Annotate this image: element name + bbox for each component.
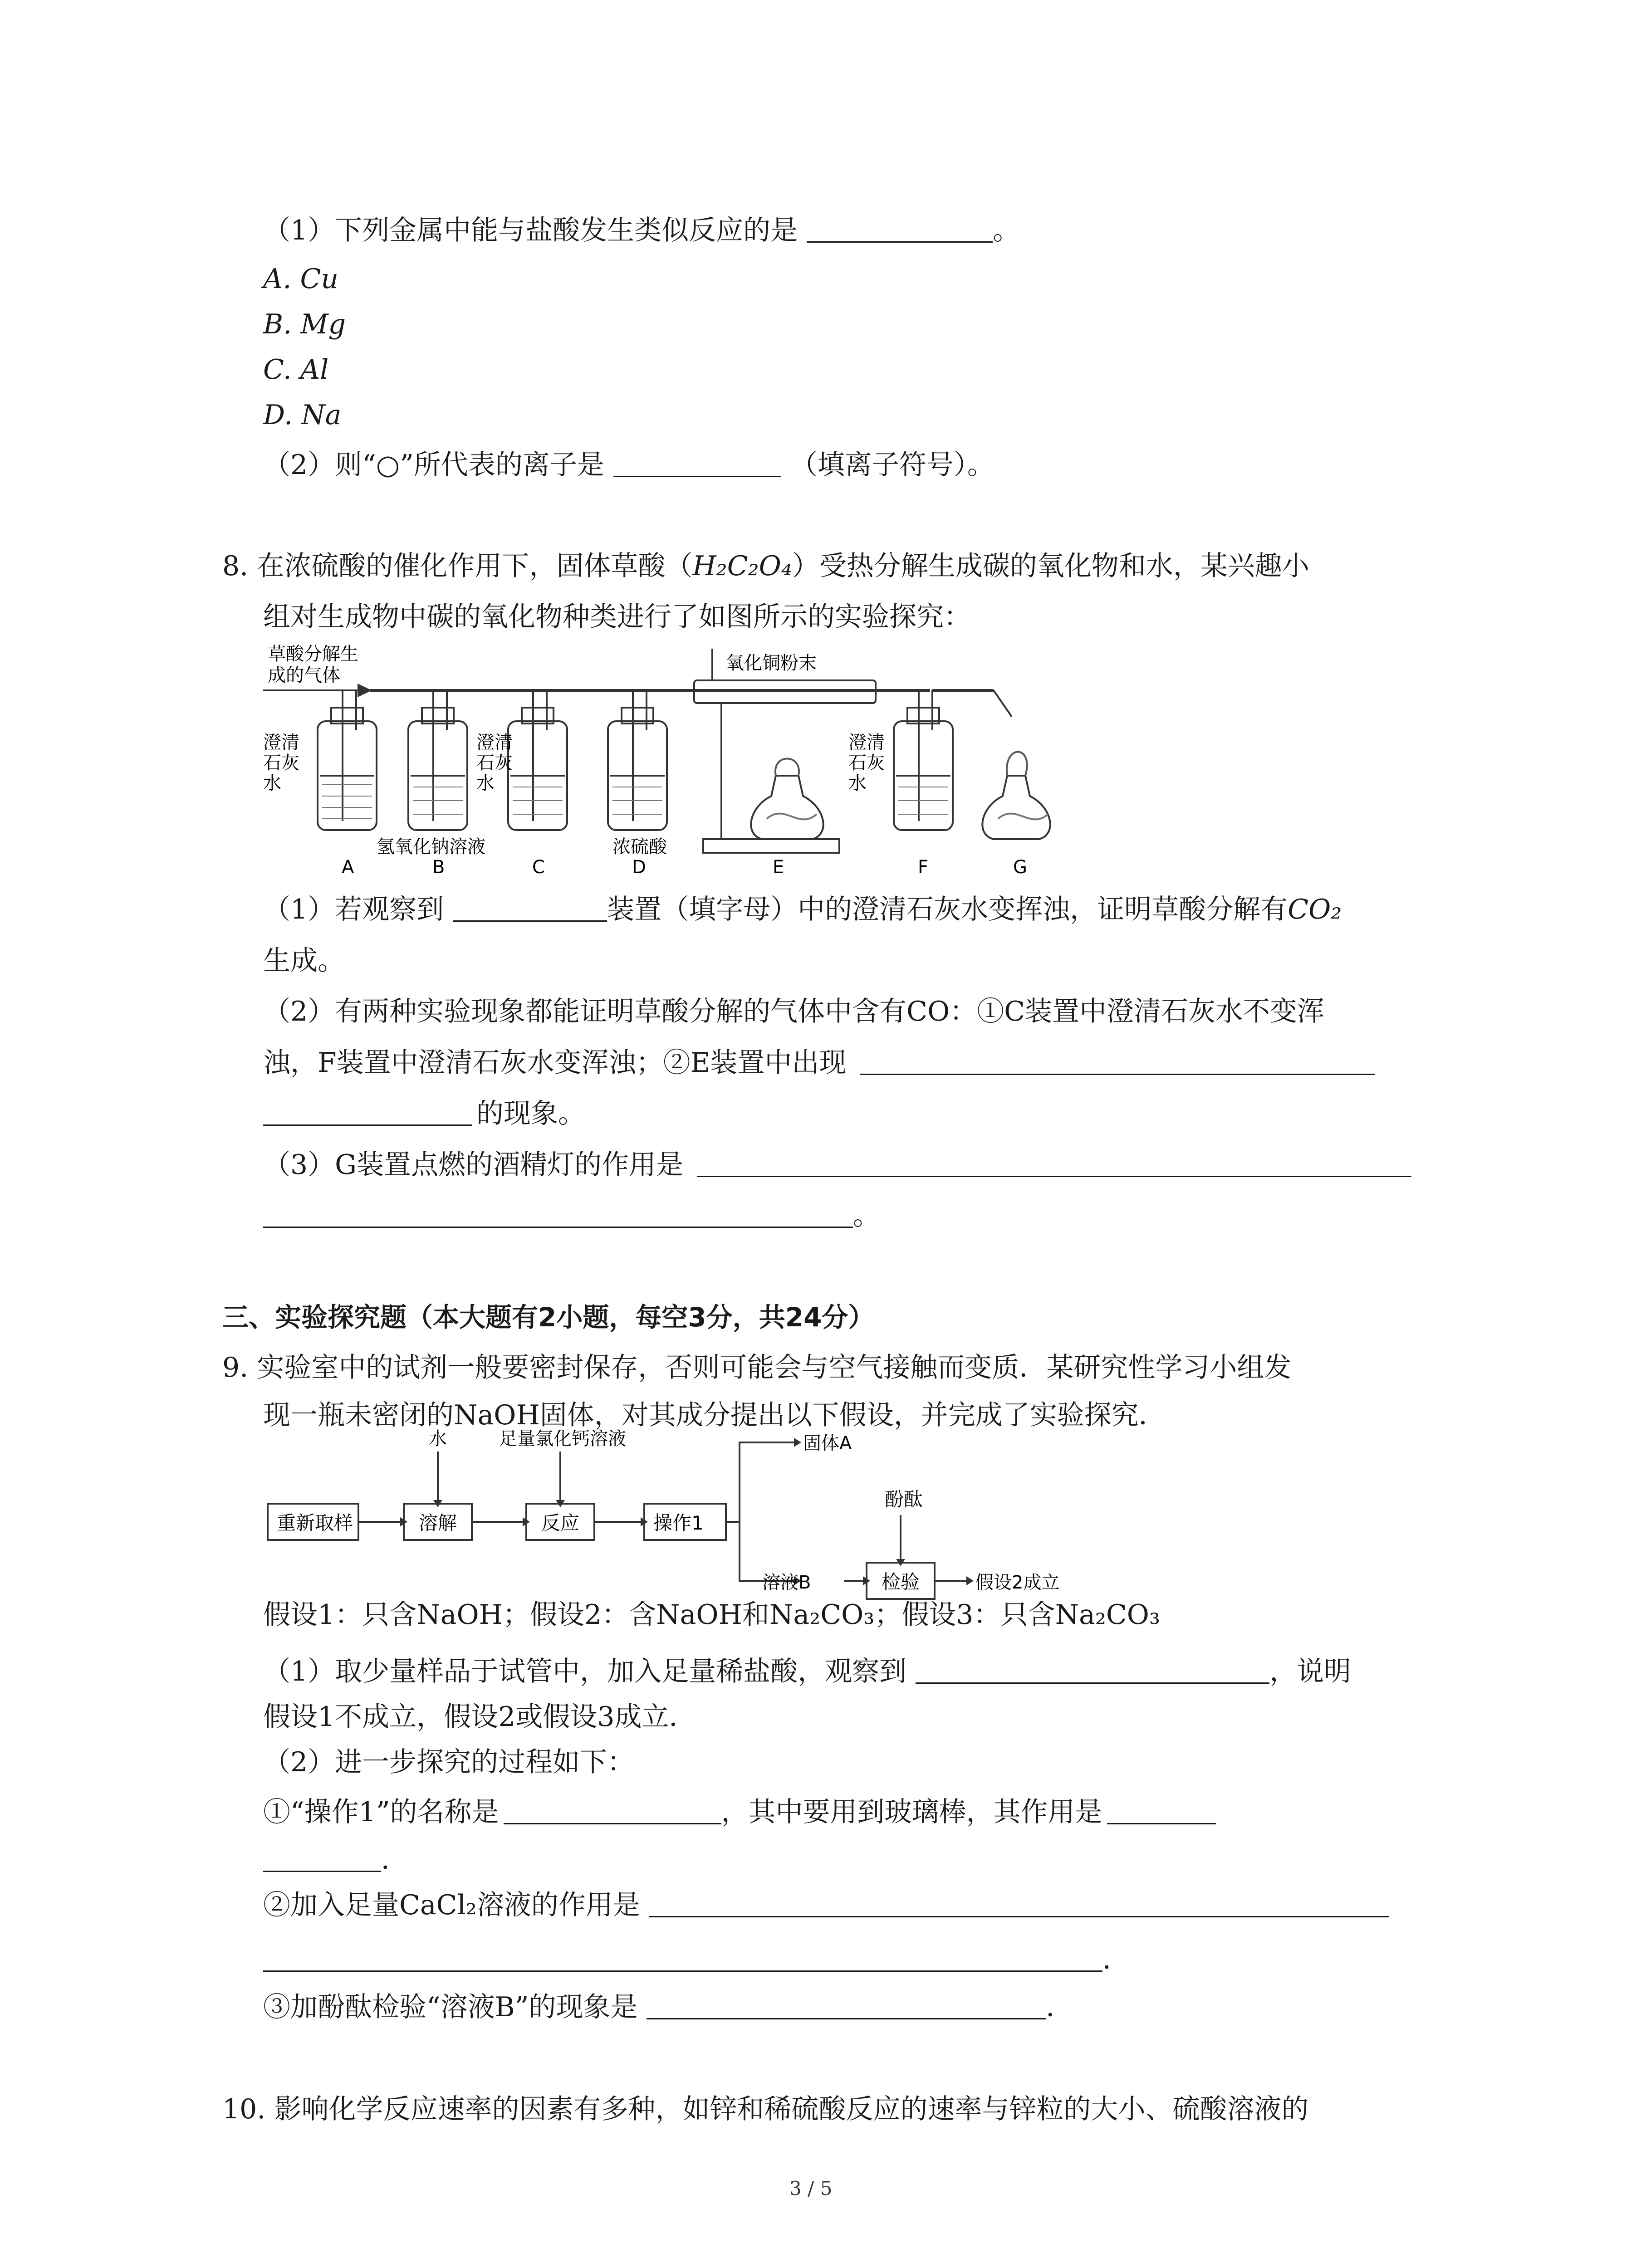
flow-solution-b: 溶液B xyxy=(762,1572,811,1593)
answer-blank[interactable] xyxy=(263,1202,853,1228)
q9-s2-1end: ． xyxy=(381,1844,408,1876)
q7-s2-end: （填离子符号）。 xyxy=(790,449,994,481)
q7-option-d: D. Na xyxy=(263,399,342,431)
q9-s2-1a: ①“操作1”的名称是 xyxy=(263,1796,499,1828)
q8-s2-line2a: 浊，F装置中澄清石灰水变浑浊；②E装置中出现 xyxy=(263,1047,847,1079)
naoh-label: 氢氧化钠溶液 xyxy=(377,836,485,857)
bottle-f xyxy=(894,690,953,830)
flow-box-react: 反应 xyxy=(541,1512,580,1534)
q9-s2-1b: ，其中要用到玻璃棒，其作用是 xyxy=(721,1796,1102,1828)
q8-s3-line2 xyxy=(263,1200,880,1232)
q9-s2-item1 xyxy=(263,1796,1216,1828)
q9-hypothesis: 假设1：只含NaOH；假设2：含NaOH和Na₂CO₃；假设3：只含Na₂CO₃ xyxy=(263,1599,1161,1631)
q9-s2-item3 xyxy=(263,1991,1073,2023)
answer-blank[interactable] xyxy=(647,1994,1046,2019)
bottle-d xyxy=(608,690,667,830)
q8-s2-line2 xyxy=(263,1047,1375,1079)
q8-s1-co2: CO₂ xyxy=(1288,894,1342,925)
answer-blank[interactable] xyxy=(916,1658,1269,1684)
label-a: A xyxy=(342,857,354,875)
q7-option-b: B. Mg xyxy=(263,308,346,340)
label-b: B xyxy=(432,857,445,875)
flow-box-dissolve: 溶解 xyxy=(419,1512,457,1534)
h2so4-label: 浓硫酸 xyxy=(612,836,667,857)
q8-formula: H₂C₂O₄ xyxy=(692,550,792,582)
page-number: 3 / 5 xyxy=(789,2177,833,2200)
answer-blank[interactable] xyxy=(263,1846,381,1872)
lamp-g xyxy=(982,752,1050,840)
answer-blank[interactable] xyxy=(807,217,993,243)
q8-s1-b: 装置（填字母）中的澄清石灰水变挥浊，证明草酸分解有 xyxy=(607,894,1288,925)
q9-s2-item1-line2 xyxy=(263,1844,408,1876)
q7-option-c: C. Al xyxy=(263,354,329,386)
q10-intro-line1: 10. 影响化学反应速率的因素有多种，如锌和稀硫酸反应的速率与锌粒的大小、硫酸溶液的 xyxy=(222,2093,1309,2125)
limewater-f-3: 水 xyxy=(848,773,867,794)
q9-intro-line2: 现一瓶未密闭的NaOH固体，对其成分提出以下假设，并完成了实验探究． xyxy=(263,1399,1166,1431)
q9-s1-b: ，说明 xyxy=(1269,1656,1352,1687)
label-d: D xyxy=(632,857,646,875)
answer-blank[interactable] xyxy=(860,1049,1375,1075)
gas-label-2: 成的气体 xyxy=(268,665,340,686)
q9-s2-2end: ． xyxy=(1102,1944,1130,1975)
label-e: E xyxy=(773,857,784,875)
q9-s1-line2: 假设1不成立，假设2或假设3成立． xyxy=(263,1701,696,1733)
limewater-a-2: 石灰 xyxy=(263,753,299,773)
gas-label-1: 草酸分解生 xyxy=(268,644,358,665)
q9-flowchart xyxy=(259,1424,1089,1610)
q7-option-a: A. Cu xyxy=(263,263,339,295)
q8-s1-a: （1）若观察到 xyxy=(263,894,444,925)
q8-intro-a: 8. 在浓硫酸的催化作用下，固体草酸（ xyxy=(222,550,693,582)
q8-intro-line2: 组对生成物中碳的氧化物种类进行了如图所示的实验探究： xyxy=(263,601,971,633)
section-heading: 三、实验探究题（本大题有2小题，每空3分，共24分） xyxy=(222,1302,875,1333)
q8-apparatus-diagram xyxy=(254,640,1084,875)
q8-s2-line3b: 的现象。 xyxy=(476,1098,585,1129)
q8-intro-b: ）受热分解生成碳的氧化物和水，某兴趣小 xyxy=(792,550,1309,582)
limewater-c-3: 水 xyxy=(476,773,495,794)
q8-s3-a: （3）G装置点燃的酒精灯的作用是 xyxy=(263,1149,684,1181)
flow-box-resample: 重新取样 xyxy=(277,1512,353,1534)
q8-s1-line2: 生成。 xyxy=(263,945,345,977)
q8-s3-end: 。 xyxy=(853,1200,880,1232)
q8-s2-line3 xyxy=(263,1100,585,1127)
q9-subquestion-1 xyxy=(263,1658,1351,1685)
answer-blank[interactable] xyxy=(697,1151,1411,1177)
flow-box-operation1: 操作1 xyxy=(653,1512,704,1534)
flow-solid-a: 固体A xyxy=(803,1433,852,1454)
flow-water: 水 xyxy=(429,1428,447,1449)
cuo-label: 氧化铜粉末 xyxy=(726,653,817,674)
q9-s1-a: （1）取少量样品于试管中，加入足量稀盐酸，观察到 xyxy=(263,1656,907,1687)
q9-s2-3a: ③加酚酞检验“溶液B”的现象是 xyxy=(263,1991,638,2023)
limewater-c-2: 石灰 xyxy=(476,753,513,773)
q9-intro-line1: 9. 实验室中的试剂一般要密封保存，否则可能会与空气接触而变质．某研究性学习小组发 xyxy=(222,1352,1292,1383)
limewater-f-2: 石灰 xyxy=(848,753,885,773)
q9-subquestion-2: （2）进一步探究的过程如下： xyxy=(263,1746,635,1778)
label-f: F xyxy=(918,857,929,875)
limewater-f-1: 澄清 xyxy=(848,732,885,753)
q7-s2-text: （2）则“○”所代表的离子是 xyxy=(263,449,604,481)
answer-blank[interactable] xyxy=(453,896,607,922)
flow-result: 假设2成立 xyxy=(975,1572,1060,1593)
q7-s1-text: （1）下列金属中能与盐酸发生类似反应的是 xyxy=(263,215,798,246)
q8-subquestion-3 xyxy=(263,1149,1411,1181)
answer-blank[interactable] xyxy=(504,1799,721,1824)
answer-blank[interactable] xyxy=(1107,1799,1216,1824)
bottle-c xyxy=(508,690,567,830)
limewater-a-1: 澄清 xyxy=(263,732,299,753)
q7-subquestion-2 xyxy=(263,451,994,479)
q9-s2-item2 xyxy=(263,1889,1389,1921)
answer-blank[interactable] xyxy=(263,1946,1102,1972)
q8-s2-line1: （2）有两种实验现象都能证明草酸分解的气体中含有CO：①C装置中澄清石灰水不变浑 xyxy=(263,996,1325,1027)
flow-box-test: 检验 xyxy=(882,1571,920,1593)
answer-blank[interactable] xyxy=(649,1892,1389,1917)
bottle-b xyxy=(408,690,467,830)
q8-intro-line1 xyxy=(222,552,1309,580)
answer-blank[interactable] xyxy=(613,451,781,477)
limewater-a-3: 水 xyxy=(263,773,281,794)
limewater-c-1: 澄清 xyxy=(476,732,513,753)
answer-blank[interactable] xyxy=(263,1100,472,1126)
label-c: C xyxy=(532,857,545,875)
q7-s1-end: 。 xyxy=(993,215,1020,246)
flow-cacl2: 足量氯化钙溶液 xyxy=(499,1428,626,1449)
label-g: G xyxy=(1013,857,1027,875)
q9-s2-item2-line2 xyxy=(263,1946,1130,1973)
q9-s2-2a: ②加入足量CaCl₂溶液的作用是 xyxy=(263,1889,640,1921)
flow-phenolphthalein: 酚酞 xyxy=(885,1488,923,1510)
q7-subquestion-1 xyxy=(263,217,1020,244)
q8-subquestion-1 xyxy=(263,896,1342,923)
q9-s2-3end: ． xyxy=(1046,1991,1073,2023)
bottle-a xyxy=(318,690,377,830)
